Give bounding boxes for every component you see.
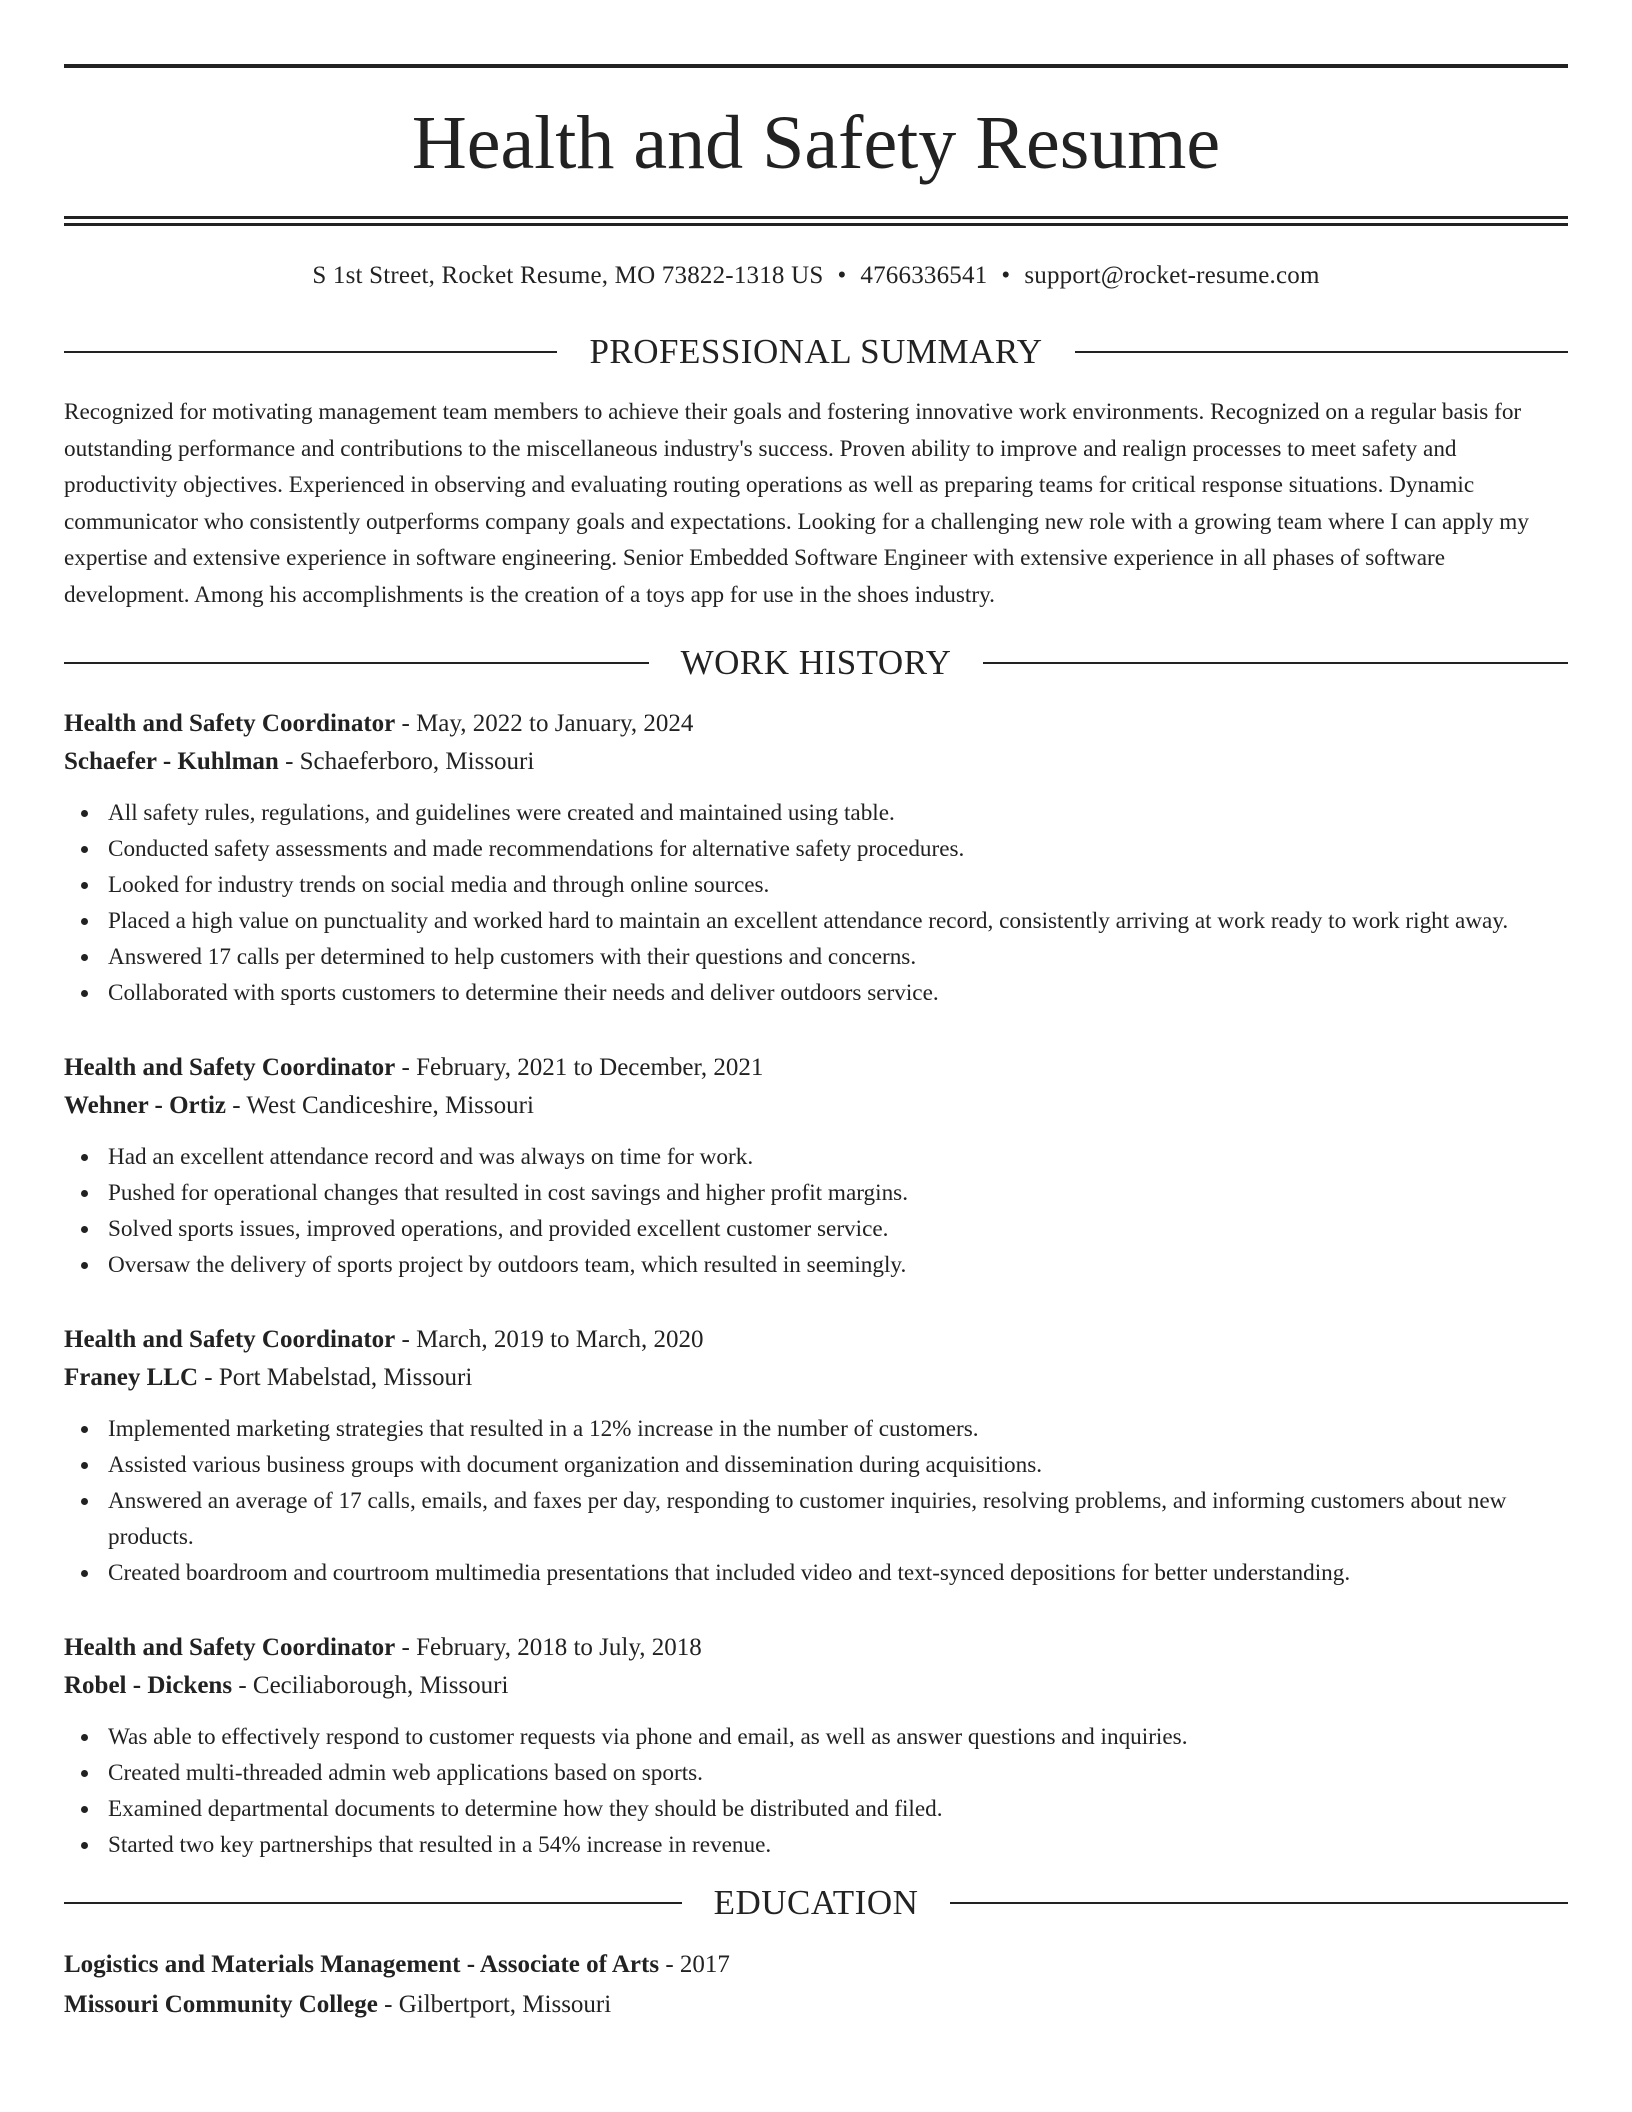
job-company-line <box>64 1087 1568 1125</box>
job-bullet: Was able to effectively respond to customer requests via phone and email, as well as answer questions and inquiries. <box>64 1719 1568 1755</box>
job-company-line <box>64 743 1568 781</box>
job-entry <box>64 1321 1568 1591</box>
contact-line <box>64 260 1568 292</box>
education-school-line <box>64 1985 1568 2025</box>
section-heading-summary <box>64 332 1568 372</box>
job-bullet: Solved sports issues, improved operations, and provided excellent customer service. <box>64 1211 1568 1247</box>
resume-title: Health and Safety Resume <box>411 101 1221 185</box>
contact-phone: 4766336541 <box>860 262 988 289</box>
job-title: Health and Safety Coordinator <box>64 1054 396 1081</box>
section-title-work: WORK HISTORY <box>680 643 952 682</box>
heading-rule-left <box>64 662 649 664</box>
job-dates: - May, 2022 to January, 2024 <box>395 710 694 737</box>
job-title: Health and Safety Coordinator <box>64 1326 396 1353</box>
heading-rule-right <box>1075 351 1568 353</box>
job-bullet: Placed a high value on punctuality and worked hard to maintain an excellent attendance record, consistently arriving at work ready to work right away. <box>64 903 1568 939</box>
education-year: - 2017 <box>659 1951 730 1978</box>
section-title-summary: PROFESSIONAL SUMMARY <box>589 332 1043 371</box>
education-degree: Logistics and Materials Management - Associate of Arts <box>64 1951 660 1978</box>
job-bullet: Looked for industry trends on social media and through online sources. <box>64 867 1568 903</box>
contact-separator: • <box>1001 262 1011 289</box>
job-bullet: Created boardroom and courtroom multimedia presentations that included video and text-synced depositions for better understanding. <box>64 1555 1568 1591</box>
job-bullet: Had an excellent attendance record and was always on time for work. <box>64 1139 1568 1175</box>
job-title-line <box>64 1629 1568 1667</box>
job-company: Schaefer - Kuhlman <box>64 748 279 775</box>
job-entry <box>64 1049 1568 1283</box>
job-bullet: Answered an average of 17 calls, emails, and faxes per day, responding to customer inquiries, resolving problems, and informing customers about new products. <box>64 1483 1568 1555</box>
section-title-education: EDUCATION <box>713 1883 919 1922</box>
job-entry <box>64 1629 1568 1863</box>
education-school: Missouri Community College <box>64 1991 378 2018</box>
summary-paragraph: Recognized for motivating management team members to achieve their goals and fostering innovative work environments. Recognized on a regular basis for outstanding performance and contributions to the miscellaneous industry's success. Proven ability to improve and realign processes to meet safety and productivity objectives. Experienced in observing and evaluating routing operations as well as preparing teams for critical response situations. Dynamic communicator who consistently outperforms company goals and expectations. Looking for a challenging new role with a growing team where I can apply my expertise and extensive experience in software engineering. Senior Embedded Software Engineer with extensive experience in all phases of software development. Among his accomplishments is the creation of a toys app for use in the shoes industry. <box>64 399 1529 608</box>
job-bullet: Oversaw the delivery of sports project by outdoors team, which resulted in seemingly. <box>64 1247 1568 1283</box>
job-location: - Port Mabelstad, Missouri <box>198 1364 473 1391</box>
job-bullet: Examined departmental documents to determine how they should be distributed and filed. <box>64 1791 1568 1827</box>
job-bullet: Created multi-threaded admin web applications based on sports. <box>64 1755 1568 1791</box>
job-dates: - March, 2019 to March, 2020 <box>395 1326 704 1353</box>
job-bullet: Answered 17 calls per determined to help customers with their questions and concerns. <box>64 939 1568 975</box>
section-heading-work <box>64 643 1568 683</box>
top-rule <box>64 64 1568 68</box>
job-title-line <box>64 705 1568 743</box>
contact-separator: • <box>837 262 847 289</box>
heading-rule-right <box>983 662 1568 664</box>
heading-rule-left <box>64 1902 682 1904</box>
heading-rule-right <box>950 1902 1568 1904</box>
job-company-line <box>64 1667 1568 1705</box>
title-double-rule <box>64 216 1568 226</box>
contact-email: support@rocket-resume.com <box>1024 262 1320 289</box>
section-heading-education <box>64 1883 1568 1923</box>
job-company: Franey LLC <box>64 1364 199 1391</box>
contact-address: S 1st Street, Rocket Resume, MO 73822-1318 US <box>312 262 824 289</box>
education-degree-line <box>64 1945 1568 1985</box>
heading-rule-left <box>64 351 557 353</box>
job-bullet: Pushed for operational changes that resulted in cost savings and higher profit margins. <box>64 1175 1568 1211</box>
job-title-line <box>64 1321 1568 1359</box>
job-location: - West Candiceshire, Missouri <box>226 1092 534 1119</box>
job-dates: - February, 2018 to July, 2018 <box>395 1634 702 1661</box>
job-bullet: Implemented marketing strategies that resulted in a 12% increase in the number of customers. <box>64 1411 1568 1447</box>
job-bullets <box>64 795 1568 1011</box>
education-location: - Gilbertport, Missouri <box>377 1991 612 2018</box>
job-location: - Schaeferboro, Missouri <box>278 748 535 775</box>
job-bullet: Started two key partnerships that resulted in a 54% increase in revenue. <box>64 1827 1568 1863</box>
job-bullets <box>64 1719 1568 1863</box>
job-title: Health and Safety Coordinator <box>64 710 396 737</box>
job-company-line <box>64 1359 1568 1397</box>
job-dates: - February, 2021 to December, 2021 <box>395 1054 764 1081</box>
job-location: - Ceciliaborough, Missouri <box>232 1672 509 1699</box>
job-bullets <box>64 1411 1568 1591</box>
job-company: Wehner - Ortiz <box>64 1092 226 1119</box>
job-bullet: Collaborated with sports customers to determine their needs and deliver outdoors service. <box>64 975 1568 1011</box>
job-bullet: Assisted various business groups with document organization and dissemination during acquisitions. <box>64 1447 1568 1483</box>
job-title: Health and Safety Coordinator <box>64 1634 396 1661</box>
job-bullet: Conducted safety assessments and made recommendations for alternative safety procedures. <box>64 831 1568 867</box>
job-bullets <box>64 1139 1568 1283</box>
job-entry <box>64 705 1568 1011</box>
job-bullet: All safety rules, regulations, and guidelines were created and maintained using table. <box>64 795 1568 831</box>
job-company: Robel - Dickens <box>64 1672 233 1699</box>
job-title-line <box>64 1049 1568 1087</box>
